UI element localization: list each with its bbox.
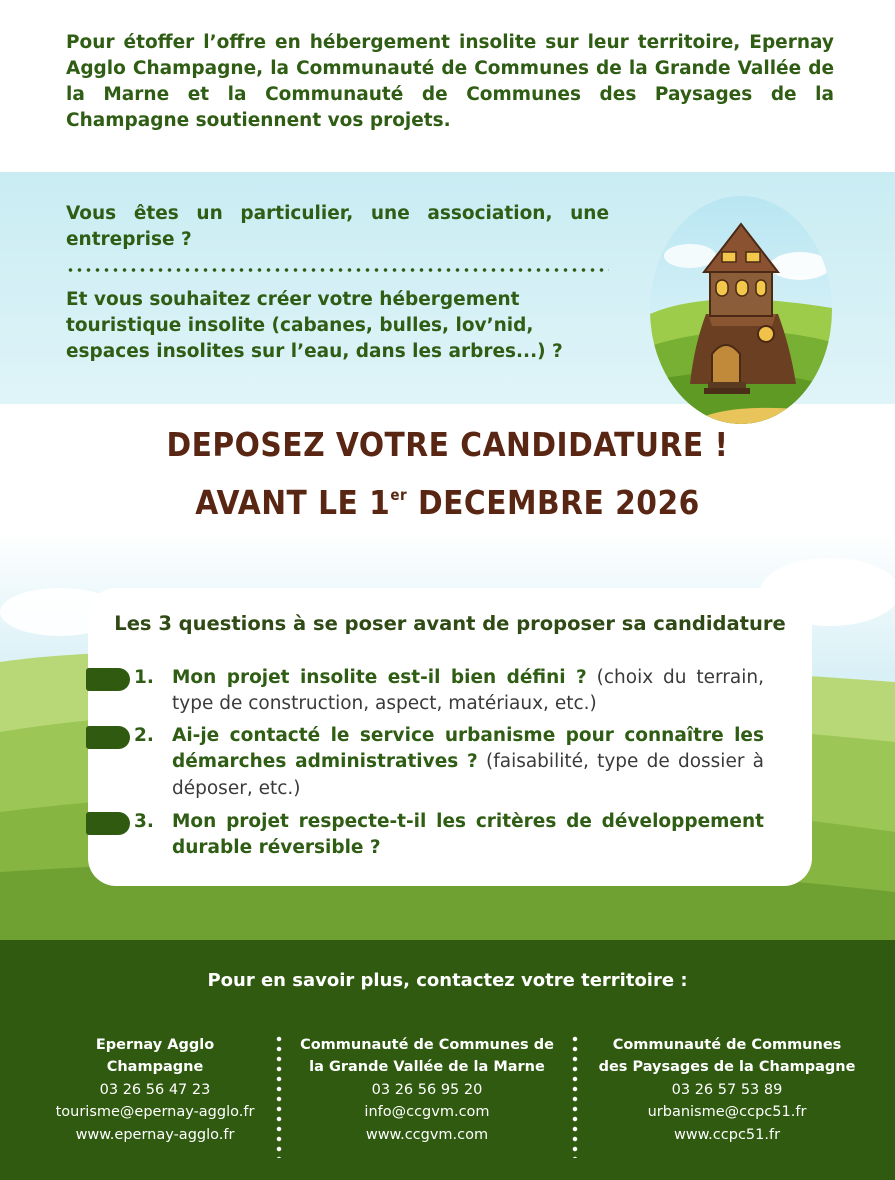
footer-title: Pour en savoir plus, contactez votre territoire : [207, 970, 688, 991]
item-detail: (faisabilité, type de dossier à déposer, etc.) [172, 751, 764, 799]
contact-email[interactable]: tourisme@epernay-agglo.fr [55, 1104, 255, 1121]
contact-name: la Grande Vallée de la Marne [309, 1059, 545, 1076]
question-who: Vous êtes un particulier, une association, une entreprise ? [66, 203, 609, 250]
contact-epernay [40, 1034, 270, 1146]
contact-name: Communauté de Communes [612, 1037, 842, 1053]
contact-phone[interactable]: 03 26 56 47 23 [99, 1081, 211, 1098]
tree-stump-house-icon [650, 196, 832, 424]
contact-footer [0, 940, 895, 1180]
column-divider [276, 1034, 282, 1158]
item-question: Mon projet insolite est-il bien défini ? [172, 667, 587, 688]
item-detail: (choix du terrain, type de construction, aspect, matériaux, etc.) [172, 667, 764, 715]
question-item [134, 665, 764, 718]
dotted-divider [66, 267, 609, 273]
contact-ccpc [590, 1034, 864, 1146]
contact-name: Communauté de Communes de [300, 1037, 554, 1053]
item-question: Mon projet respecte-t-il les critères de développement durable réversible ? [172, 811, 764, 859]
item-number: 3. [134, 811, 154, 832]
column-divider [572, 1034, 578, 1158]
bullet-pill [86, 812, 130, 835]
questions-card [88, 588, 812, 886]
item-number: 1. [134, 667, 154, 688]
contact-email[interactable]: urbanisme@ccpc51.fr [647, 1104, 807, 1121]
item-number: 2. [134, 725, 154, 746]
cta-line-1: DEPOSEZ VOTRE CANDIDATURE ! [166, 425, 729, 464]
card-title: Les 3 questions à se poser avant de proposer sa candidature [114, 612, 786, 635]
contact-website[interactable]: www.ccpc51.fr [673, 1126, 781, 1143]
intro-paragraph: Pour étoffer l’offre en hébergement insolite sur leur territoire, Epernay Agglo Champagne, la Communauté de Communes de la Grande Vallée de la Marne et la Communauté de Communes des Paysages de la Champagne soutiennent vos projets. [66, 32, 834, 131]
item-question: Ai-je contacté le service urbanisme pour connaître les démarches administratives ? [172, 725, 764, 773]
contact-email[interactable]: info@ccgvm.com [364, 1104, 490, 1121]
contact-name: Champagne [106, 1059, 204, 1076]
contact-website[interactable]: www.epernay-agglo.fr [75, 1126, 235, 1143]
question-item [134, 809, 764, 862]
question-project: Et vous souhaitez créer votre hébergement touristique insolite (cabanes, bulles, lov’nid, espaces insolites sur l’eau, dans les arbres...) ? [66, 289, 563, 362]
contact-name: des Paysages de la Champagne [598, 1059, 856, 1076]
contact-name: Epernay Agglo [95, 1037, 215, 1053]
cta-line-2: AVANT LE 1er DECEMBRE 2026 [195, 483, 700, 522]
contact-phone[interactable]: 03 26 57 53 89 [671, 1081, 783, 1098]
contact-ccgvm [292, 1034, 562, 1146]
bullet-pill [86, 668, 130, 691]
call-to-action [0, 420, 895, 528]
contact-website[interactable]: www.ccgvm.com [365, 1126, 489, 1143]
bullet-pill [86, 726, 130, 749]
question-item [134, 723, 764, 802]
contact-phone[interactable]: 03 26 56 95 20 [371, 1081, 483, 1098]
